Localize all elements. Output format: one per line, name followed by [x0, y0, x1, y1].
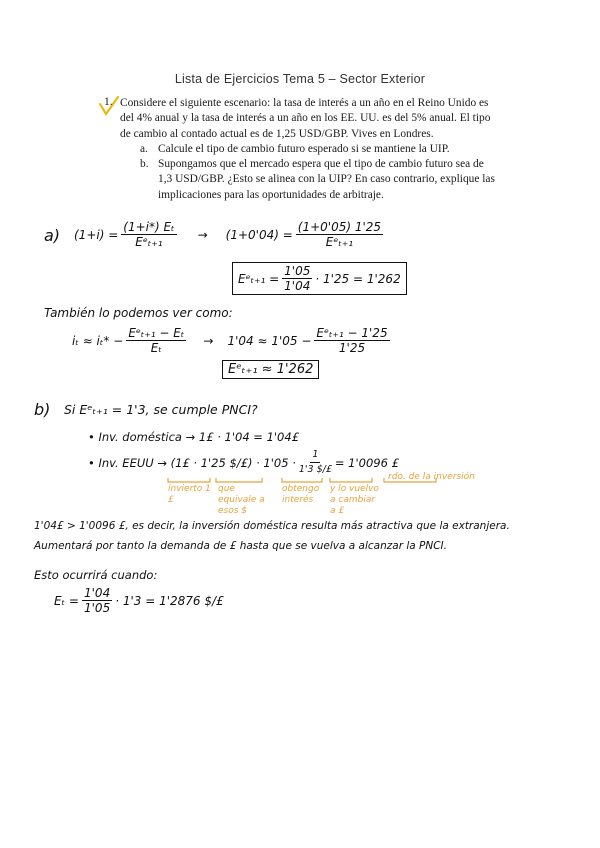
us-pre: • Inv. EEUU → (1£ · 1'25 $/£) · 1'05 · [88, 455, 296, 470]
us-num: 1 [310, 448, 320, 463]
answer-b-question: Si Eᵉₜ₊₁ = 1'3, se cumple PNCI? [64, 402, 258, 417]
alt-fraction [126, 326, 186, 355]
final-den: 1'05 [84, 601, 111, 615]
result-rhs: · 1'25 = 1'262 [315, 271, 401, 286]
alt-arrow: → [203, 333, 214, 348]
eq-num: (1+i*) Eₜ [123, 220, 175, 234]
us-investment [88, 448, 399, 477]
eq-lhs2: (1+0'04) = [225, 227, 293, 242]
alt-den: Eₜ [150, 341, 162, 355]
eq-den: Eᵉₜ₊₁ [135, 235, 163, 249]
question-number: 1. [104, 96, 113, 108]
alt-den2: 1'25 [338, 341, 366, 355]
question-text [120, 96, 520, 142]
result-num: 1'05 [284, 264, 311, 278]
final-fraction [82, 586, 112, 615]
us-post: = 1'0096 £ [334, 455, 399, 470]
final-equation [54, 586, 224, 615]
annotation: y lo vuelvo a cambiar a £ [330, 484, 379, 516]
sub-a-label: a. [140, 143, 148, 155]
alt-lhs2: 1'04 ≈ 1'05 − [227, 333, 312, 348]
alt-lhs: iₜ ≈ iₜ* − [72, 333, 124, 348]
conclusion-line-1: 1'04£ > 1'0096 £, es decir, la inversión doméstica resulta más atractiva que la extranjera. [34, 520, 510, 532]
annotation: obtengo interés [282, 484, 320, 505]
annotation: que equivale a esos $ [218, 484, 265, 516]
arrow: → [197, 227, 208, 242]
eq-lhs: (1+i) = [74, 227, 119, 242]
alt-equation [72, 326, 393, 355]
eq-fraction [121, 220, 176, 249]
answer-b-label: b) [34, 400, 51, 419]
answer-a-label: a) [44, 226, 61, 245]
eq-den2: Eᵉₜ₊₁ [325, 235, 354, 249]
question-line: de cambio al contado actual es de 1,25 USD/GBP. Vives en Londres. [120, 127, 434, 140]
annotation: invierto 1 £ [168, 484, 211, 505]
alt-fraction2 [314, 326, 389, 355]
sub-b-line: implicaciones para las oportunidades de arbitraje. [158, 188, 384, 201]
page-title: Lista de Ejercicios Tema 5 – Sector Exterior [174, 72, 426, 86]
result-fraction [282, 264, 312, 293]
sub-b-line: Supongamos que el mercado espera que el tipo de cambio futuro sea de [158, 158, 484, 170]
alt-num: Eᵉₜ₊₁ − Eₜ [128, 326, 185, 340]
question-line: del 4% anual y la tasa de interés a un año en los EE. UU. es del 5% anual. El tipo [120, 112, 491, 125]
final-rhs: · 1'3 = 1'2876 $/£ [115, 593, 224, 608]
final-lhs: Eₜ = [54, 593, 79, 608]
alt-intro: También lo podemos ver como: [44, 306, 233, 320]
result-den: 1'04 [284, 279, 311, 293]
annotation: rdo. de la inversión [388, 472, 475, 482]
final-num: 1'04 [84, 586, 111, 600]
sub-a-text: Calcule el tipo de cambio futuro esperado si se mantiene la UIP. [158, 143, 450, 155]
sub-b-text [158, 157, 518, 203]
eq-num2: (1+0'05) 1'25 [297, 220, 382, 234]
alt-num2: Eᵉₜ₊₁ − 1'25 [316, 326, 388, 340]
sub-b-label: b. [140, 158, 149, 170]
sub-b-line: 1,3 USD/GBP. ¿Esto se alinea con la UIP? En caso contrario, explique las [158, 173, 495, 186]
alt-result: Eᵉₜ₊₁ ≈ 1'262 [222, 360, 319, 379]
us-den: 1'3 $/£ [298, 464, 332, 475]
answer-a-result [232, 262, 407, 295]
final-intro: Esto ocurrirá cuando: [34, 568, 158, 582]
answer-a-equation [74, 220, 386, 249]
question-line: Considere el siguiente escenario: la tasa de interés a un año en el Reino Unido es [120, 97, 489, 109]
conclusion-line-2: Aumentará por tanto la demanda de £ hasta que se vuelva a alcanzar la PNCI. [34, 540, 447, 552]
us-fraction [299, 448, 332, 477]
result-lhs: Eᵉₜ₊₁ = [238, 271, 280, 286]
eq-fraction2 [296, 220, 383, 249]
domestic-investment: • Inv. doméstica → 1£ · 1'04 = 1'04£ [88, 430, 300, 444]
